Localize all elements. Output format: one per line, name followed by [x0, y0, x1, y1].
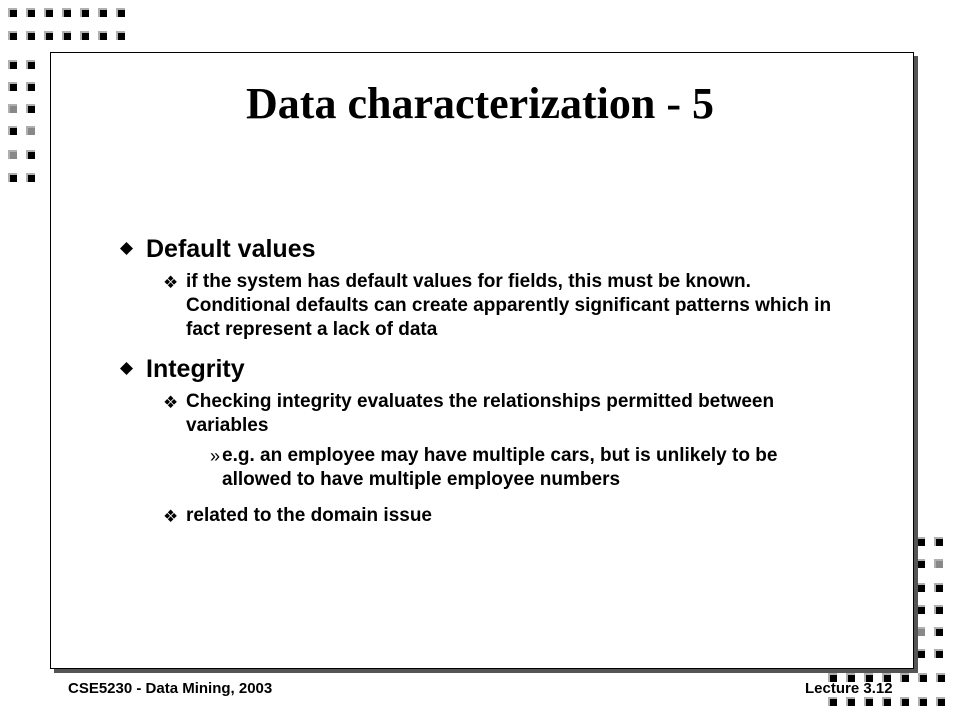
slide-content	[118, 232, 838, 528]
bullet-point	[118, 390, 838, 438]
chevron-bullet-icon: »	[210, 446, 221, 466]
section-heading: Default values	[146, 235, 316, 263]
four-diamond-bullet-icon: ❖	[163, 393, 179, 412]
four-diamond-bullet-icon: ❖	[163, 507, 179, 526]
diamond-bullet-icon	[120, 242, 133, 255]
bullet-point	[118, 270, 838, 342]
slide-title: Data characterization - 5	[246, 79, 714, 128]
bullet-text: Checking integrity evaluates the relationships permitted between variables	[186, 391, 775, 436]
section-heading: Integrity	[146, 355, 245, 383]
footer-course: CSE5230 - Data Mining, 2003	[68, 680, 273, 697]
diamond-bullet-icon	[120, 362, 133, 375]
section-default-values	[118, 234, 838, 264]
bullet-text: related to the domain issue	[186, 505, 432, 526]
section-integrity	[118, 354, 838, 384]
four-diamond-bullet-icon: ❖	[163, 273, 179, 292]
sub-bullet-text: e.g. an employee may have multiple cars, but is unlikely to be allowed to have multiple employee numbers	[222, 445, 778, 490]
bullet-text: if the system has default values for fields, this must be known. Conditional defaults can create apparently significant patterns which in fact represent a lack of data	[186, 271, 832, 340]
footer-lecture-number: Lecture 3.12	[805, 680, 893, 697]
sub-bullet-point	[118, 444, 838, 492]
bullet-point	[118, 504, 838, 528]
